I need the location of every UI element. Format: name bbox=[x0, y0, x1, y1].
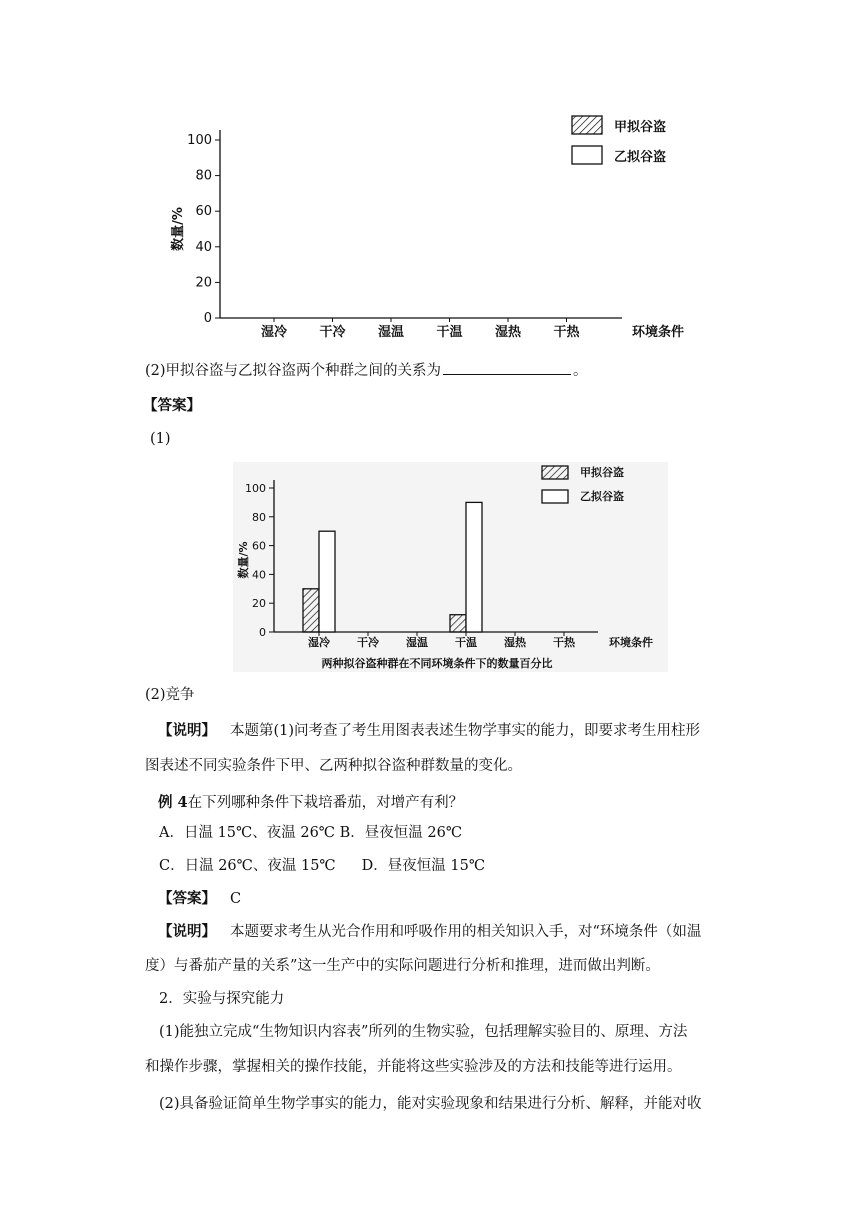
y-tick-label: 80 bbox=[252, 510, 266, 524]
x-axis-title: 环境条件 bbox=[631, 325, 685, 340]
y-axis-title: 数量/% bbox=[171, 207, 186, 251]
y-tick-label: 20 bbox=[252, 597, 266, 611]
explanation-4 bbox=[158, 917, 732, 947]
y-tick-label: 80 bbox=[195, 168, 212, 184]
x-axis-title: 环境条件 bbox=[609, 636, 653, 649]
answer-4-label: 【答案】 bbox=[158, 890, 216, 907]
example-4 bbox=[158, 788, 732, 818]
option-c: C．日温 26℃、夜温 15℃ bbox=[159, 858, 336, 874]
y-axis-title: 数量/% bbox=[237, 541, 250, 579]
answer-label: 【答案】 bbox=[143, 397, 201, 414]
x-category-label: 干温 bbox=[436, 325, 463, 340]
explanation-4-label: 【说明】 bbox=[158, 923, 216, 940]
legend-swatch bbox=[572, 116, 602, 134]
y-tick-label: 60 bbox=[195, 204, 212, 220]
question-2-end: 。 bbox=[573, 363, 588, 379]
explanation-1 bbox=[158, 716, 732, 746]
legend-label: 乙拟谷盗 bbox=[580, 490, 624, 503]
explanation-1-cont: 图表述不同实验条件下甲、乙两种拟谷盗种群数量的变化。 bbox=[145, 758, 522, 774]
x-category-label: 湿热 bbox=[504, 636, 526, 649]
answer-blank bbox=[443, 360, 571, 375]
y-tick-label: 0 bbox=[203, 311, 212, 326]
x-category-label: 湿热 bbox=[494, 325, 522, 340]
legend-label: 甲拟谷盗 bbox=[614, 120, 667, 135]
x-category-label: 干冷 bbox=[357, 636, 379, 649]
answer-part-1: (1) bbox=[150, 431, 171, 447]
legend-label: 甲拟谷盗 bbox=[580, 466, 624, 479]
answer-4-value: C bbox=[230, 891, 242, 907]
legend-swatch bbox=[542, 466, 568, 479]
option-a: A．日温 15℃、夜温 26℃ bbox=[159, 825, 336, 841]
x-category-label: 干温 bbox=[455, 636, 477, 649]
answer-4 bbox=[158, 884, 732, 914]
y-tick-label: 40 bbox=[252, 568, 266, 582]
legend-swatch bbox=[572, 146, 602, 164]
x-category-label: 湿冷 bbox=[308, 636, 330, 649]
bar-series-a bbox=[450, 615, 466, 632]
options-row-2 bbox=[159, 851, 732, 881]
legend-swatch bbox=[542, 490, 568, 503]
options-row-1 bbox=[159, 818, 732, 848]
bar-series-b bbox=[466, 502, 482, 632]
x-category-label: 干热 bbox=[553, 636, 575, 649]
y-tick-label: 0 bbox=[259, 626, 266, 639]
x-category-label: 干冷 bbox=[319, 325, 346, 340]
paragraph-2: (2)具备验证简单生物学事实的能力，能对实验现象和结果进行分析、解释，并能对收 bbox=[159, 1096, 702, 1112]
y-tick-label: 100 bbox=[187, 133, 212, 148]
question-2 bbox=[145, 356, 732, 386]
example-4-question: 在下列哪种条件下栽培番茄，对增产有利？ bbox=[187, 795, 464, 811]
x-category-label: 湿冷 bbox=[260, 325, 288, 340]
bar-series-b bbox=[319, 531, 335, 632]
option-d: D．昼夜恒温 15℃ bbox=[361, 858, 486, 874]
example-4-label: 例 4 bbox=[158, 794, 188, 811]
x-category-label: 干热 bbox=[553, 325, 580, 340]
y-tick-label: 60 bbox=[252, 539, 266, 553]
y-tick-label: 20 bbox=[195, 275, 212, 291]
paragraph-1: (1)能独立完成“生物知识内容表”所列的生物实验，包括理解实验目的、原理、方法 bbox=[159, 1024, 688, 1040]
x-category-label: 湿温 bbox=[406, 636, 428, 649]
y-tick-label: 40 bbox=[195, 239, 212, 255]
answer-bar-chart bbox=[233, 462, 668, 672]
paragraph-1-cont: 和操作步骤，掌握相关的操作技能，并能将这些实验涉及的方法和技能等进行运用。 bbox=[145, 1059, 682, 1075]
chart-caption: 两种拟谷盗种群在不同环境条件下的数量百分比 bbox=[321, 657, 553, 670]
y-tick-label: 100 bbox=[245, 482, 266, 495]
answer-part-2: (2)竞争 bbox=[145, 687, 195, 703]
option-b: B．昼夜恒温 26℃ bbox=[339, 825, 463, 841]
explanation-4-cont: 度）与番茄产量的关系”这一生产中的实际问题进行分析和推理，进而做出判断。 bbox=[145, 958, 660, 974]
explanation-text: 本题第(1)问考查了考生用图表表述生物学事实的能力，即要求考生用柱形 bbox=[230, 723, 701, 739]
legend-label: 乙拟谷盗 bbox=[614, 150, 667, 165]
x-category-label: 湿温 bbox=[377, 325, 405, 340]
explanation-label: 【说明】 bbox=[158, 722, 216, 739]
question-2-text: (2)甲拟谷盗与乙拟谷盗两个种群之间的关系为 bbox=[145, 363, 442, 379]
section-2-heading: 2．实验与探究能力 bbox=[159, 991, 285, 1007]
empty-bar-chart bbox=[160, 100, 700, 345]
bar-series-a bbox=[303, 589, 319, 632]
explanation-4-text: 本题要求考生从光合作用和呼吸作用的相关知识入手，对“环境条件（如温 bbox=[230, 924, 702, 940]
